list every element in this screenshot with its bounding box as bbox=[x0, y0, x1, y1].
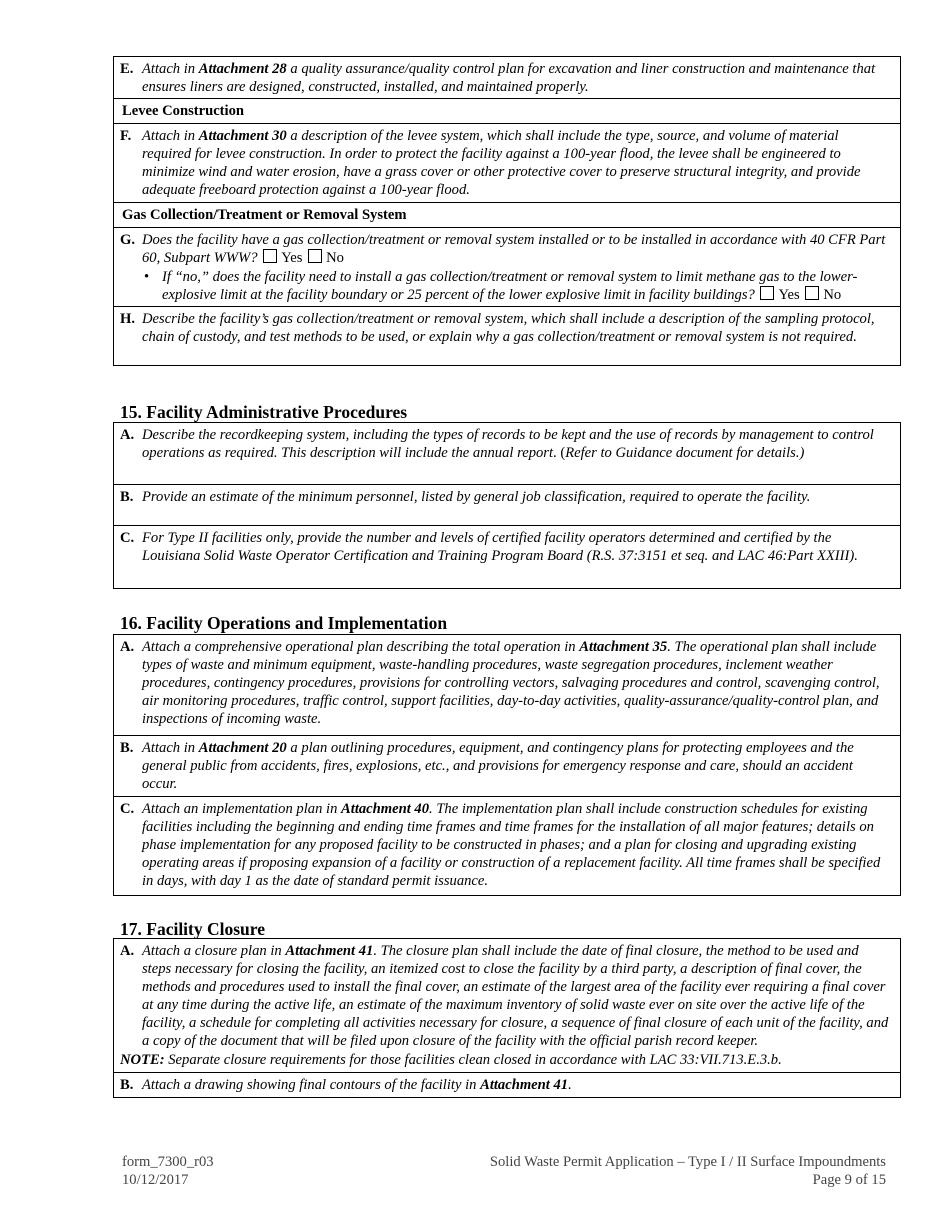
form-id: form_7300_r03 bbox=[122, 1154, 214, 1170]
item-G: G. Does the facility have a gas collection/treatment or removal system installed or to be installed in accordance with 40 CFR Part 60, Subpart WWW? Yes No • If “no,” does the facility need to install a gas collection/treatment or removal system to limit methane gas to the lower-explosive limit at the facility boundary or 25 percent of the lower explosive limit in facility buildings? Yes No bbox=[114, 227, 900, 306]
note-label: NOTE: bbox=[120, 1052, 165, 1068]
item-letter: E. bbox=[120, 61, 134, 77]
form-date: 10/12/2017 bbox=[122, 1172, 189, 1188]
attachment-ref: Attachment 30 bbox=[198, 128, 287, 144]
item-letter: C. bbox=[120, 801, 135, 817]
section-15-title: 15. Facility Administrative Procedures bbox=[120, 402, 408, 422]
item-letter: H. bbox=[120, 311, 135, 327]
item-C: C. Attach an implementation plan in Attachment 40. The implementation plan shall include construction schedules for existing facilities including the beginning and ending time frames and time frames for the installation of all major features; details on phase implementation for any proposed facility to be constructed in phases; and a plan for closing and upgrading existing operating areas if proposing expansion of a facility or construction of a replacement facility. All time frames shall be specified in days, with day 1 as the date of standard permit issuance. bbox=[114, 796, 900, 895]
item-B: B. Attach a drawing showing final contours of the facility in Attachment 41. bbox=[114, 1072, 900, 1097]
section-17-title: 17. Facility Closure bbox=[120, 919, 266, 939]
item-letter: A. bbox=[120, 639, 135, 655]
item-letter: A. bbox=[120, 943, 135, 959]
attachment-ref: Attachment 41 bbox=[285, 943, 374, 959]
gas-collection-header: Gas Collection/Treatment or Removal System bbox=[114, 202, 900, 227]
item-A: A. Attach a closure plan in Attachment 41. The closure plan shall include the date of final closure, the method to be used and steps necessary for closing the facility, an itemized cost to close the facility by a third party, a description of final cover, the methods and procedures used to install the final cover, an estimate of the largest area of the facility ever requiring a final cover at any time during the active life, an estimate of the maximum inventory of solid waste ever on site over the active life of the facility, a schedule for completing all activities necessary for closure, a sequence of final closure of each unit of the facility, and a copy of the document that will be filed upon closure of the facility with the official parish record keeper. bbox=[120, 943, 889, 1049]
section14-continued-table bbox=[113, 56, 901, 366]
attachment-ref: Attachment 41 bbox=[480, 1077, 569, 1093]
item-letter: G. bbox=[120, 232, 135, 248]
gas-system-no-checkbox[interactable] bbox=[308, 249, 322, 263]
section-15-table bbox=[113, 422, 901, 589]
item-letter: A. bbox=[120, 427, 135, 443]
section-16-table bbox=[113, 634, 901, 896]
no-label: No bbox=[326, 250, 344, 266]
footer-left bbox=[122, 1153, 214, 1189]
methane-limit-no-checkbox[interactable] bbox=[805, 286, 819, 300]
item-letter: C. bbox=[120, 530, 135, 546]
item-B: B. Provide an estimate of the minimum personnel, listed by general job classification, required to operate the facility. bbox=[114, 484, 900, 525]
yes-label: Yes bbox=[281, 250, 303, 266]
item-C: C. For Type II facilities only, provide the number and levels of certified facility operators determined and certified by the Louisiana Solid Waste Operator Certification and Training Program Board (R.S. 37:3151 et seq. and LAC 46:Part XXIII). bbox=[114, 525, 900, 588]
section-17-table bbox=[113, 938, 901, 1098]
document-title: Solid Waste Permit Application – Type I / II Surface Impoundments bbox=[489, 1154, 886, 1170]
no-label: No bbox=[823, 287, 842, 303]
attachment-ref: Attachment 20 bbox=[198, 740, 287, 756]
section-16-title: 16. Facility Operations and Implementation bbox=[120, 613, 448, 633]
gas-system-yes-checkbox[interactable] bbox=[263, 249, 277, 263]
attachment-ref: Attachment 40 bbox=[341, 801, 430, 817]
item-letter: B. bbox=[120, 489, 134, 505]
item-letter: B. bbox=[120, 740, 134, 756]
item-letter: F. bbox=[120, 128, 132, 144]
methane-limit-yes-checkbox[interactable] bbox=[760, 286, 774, 300]
item-E: E. Attach in Attachment 28 a quality assurance/quality control plan for excavation and liner construction and maintenance that ensures liners are designed, constructed, installed, and maintained properly. bbox=[120, 61, 876, 95]
yes-label: Yes bbox=[778, 287, 800, 303]
attachment-ref: Attachment 28 bbox=[198, 61, 287, 77]
item-letter: B. bbox=[120, 1077, 134, 1093]
item-B: B. Attach in Attachment 20 a plan outlining procedures, equipment, and contingency plans for protecting employees and the general public from accidents, fires, explosions, etc., and provisions for emergency response and care, should an accident occur. bbox=[114, 735, 900, 796]
footer-right bbox=[490, 1153, 886, 1189]
bullet-icon: • bbox=[144, 269, 150, 285]
bullet-item: • If “no,” does the facility need to install a gas collection/treatment or removal system to limit methane gas to the lower-explosive limit at the facility boundary or 25 percent of the lower explosive limit in facility buildings? Yes No bbox=[144, 269, 858, 303]
attachment-ref: Attachment 35 bbox=[579, 639, 668, 655]
item-A: A. Describe the recordkeeping system, including the types of records to be kept and the use of records by management to control operations as required. This description will include the annual report. (Refer to Guidance document for details.) bbox=[120, 427, 874, 461]
item-F: F. Attach in Attachment 30 a description of the levee system, which shall include the type, source, and volume of material required for levee construction. In order to protect the facility against a 100-year flood, the levee shall be engineered to minimize wind and water erosion, have a grass cover or other protective cover to preserve structural integrity, and provide adequate freeboard protection against a 100-year flood. bbox=[114, 123, 900, 202]
item-H: H. Describe the facility’s gas collection/treatment or removal system, which shall include a description of the sampling protocol, chain of custody, and test methods to be used, or explain why a gas collection/treatment or removal system is not required. bbox=[114, 306, 900, 365]
item-A: A. Attach a comprehensive operational plan describing the total operation in Attachment 35. The operational plan shall include types of waste and minimum equipment, waste-handling procedures, waste segregation procedures, inclement weather procedures, contingency procedures, provisions for controlling vectors, salvaging procedures and control, scavenging control, air monitoring procedures, traffic control, support facilities, day-to-day activities, quality-assurance/quality-control plan, and inspections of incoming waste. bbox=[120, 639, 880, 727]
levee-construction-header: Levee Construction bbox=[114, 98, 900, 123]
page-number: Page 9 of 15 bbox=[812, 1172, 886, 1188]
closure-note: NOTE: Separate closure requirements for those facilities clean closed in accordance with LAC 33:VII.713.E.3.b. bbox=[120, 1052, 782, 1068]
